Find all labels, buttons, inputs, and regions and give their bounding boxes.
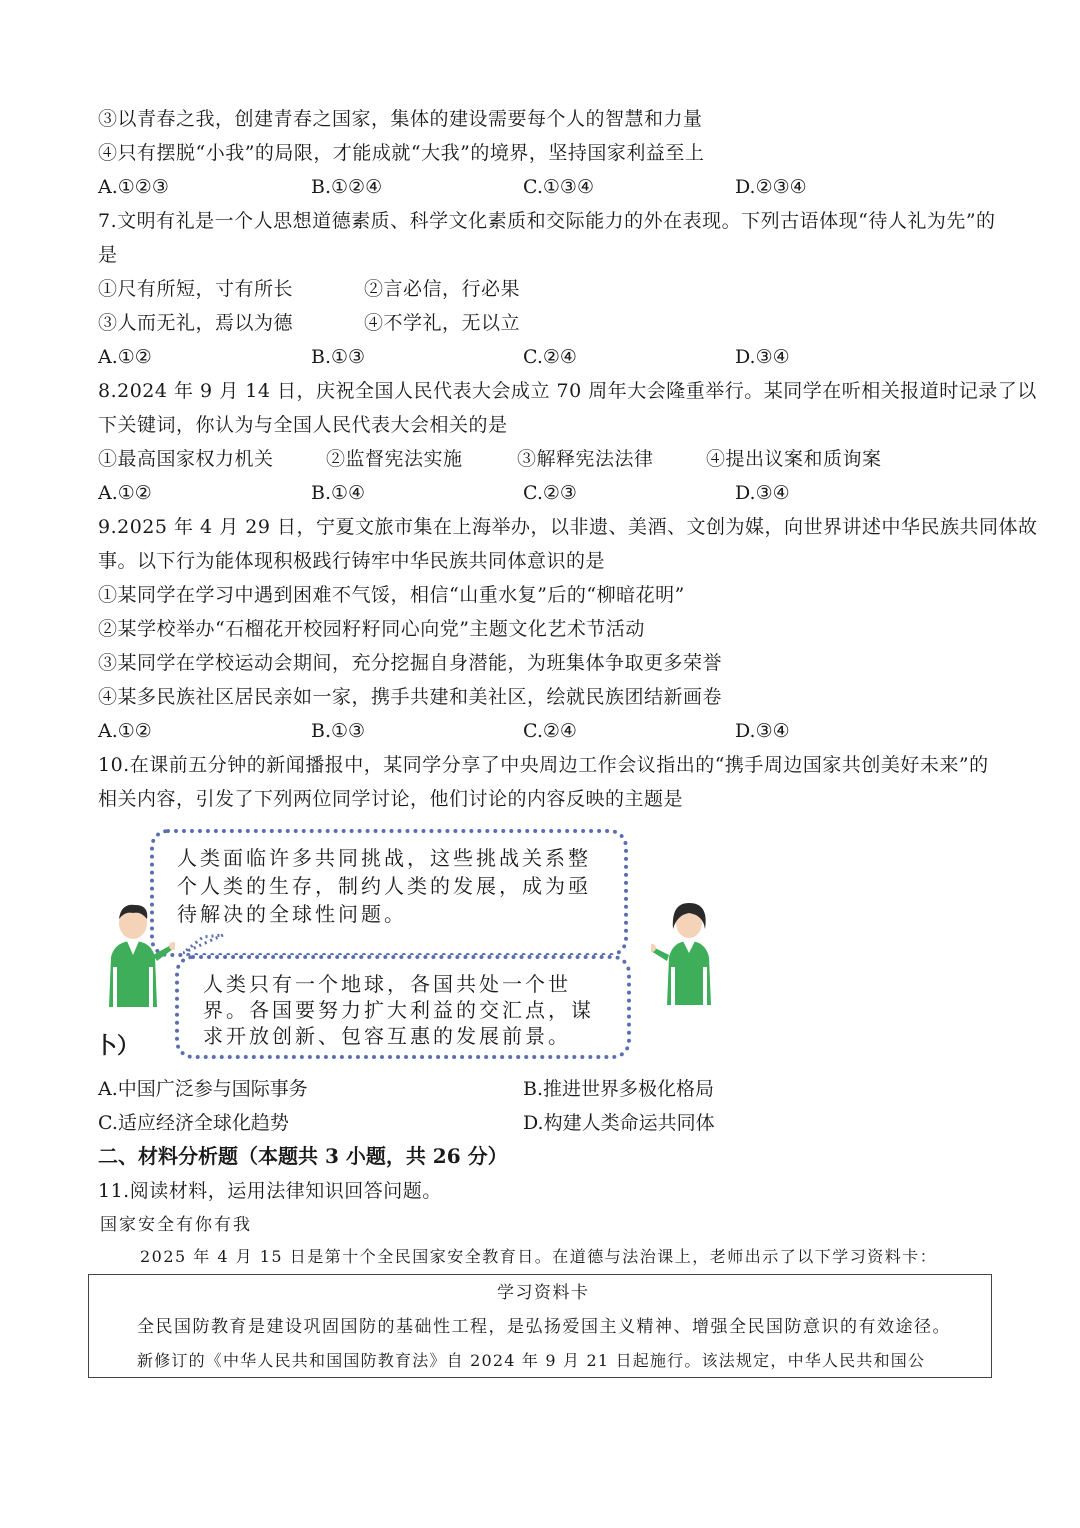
q10-option-a: A.中国广泛参与国际事务 — [98, 1078, 308, 1100]
bubble1-line3: 待解决的全球性问题。 — [177, 902, 407, 926]
q7-option-b: B.①③ — [311, 346, 366, 368]
q9-option-b: B.①③ — [311, 720, 366, 742]
q7-stem-line2: 是 — [98, 244, 118, 266]
q8-item-3: ③解释宪法法律 — [517, 448, 654, 470]
q6-option-c: C.①③④ — [523, 176, 594, 198]
q7-stem-line1: 7.文明有礼是一个人思想道德素质、科学文化素质和交际能力的外在表现。下列古语体现“待人礼为先”的 — [98, 210, 996, 232]
q11-intro: 2025 年 4 月 15 日是第十个全民国家安全教育日。在道德与法治课上，老师出示了以下学习资料卡： — [140, 1247, 938, 1266]
q7-option-d: D.③④ — [735, 346, 790, 368]
q7-item-4: ④不学礼，无以立 — [364, 312, 521, 334]
card-title: 学习资料卡 — [497, 1283, 590, 1303]
q7-item-3: ③人而无礼，焉以为德 — [98, 312, 294, 334]
q6-statement-4: ④只有摆脱“小我”的局限，才能成就“大我”的境界，坚持国家利益至上 — [98, 142, 705, 164]
q6-option-a: A.①②③ — [98, 176, 169, 198]
q8-item-4: ④提出议案和质询案 — [706, 448, 882, 470]
q11-subtitle: 国家安全有你有我 — [100, 1215, 252, 1235]
q9-item-3: ③某同学在学校运动会期间，充分挖掘自身潜能，为班集体争取更多荣誉 — [98, 652, 723, 674]
boy-student-figure — [95, 897, 175, 1007]
q9-stem-line1: 9.2025 年 4 月 29 日，宁夏文旅市集在上海举办，以非遗、美酒、文创为媒，向世界讲述中华民族共同体故 — [98, 516, 1038, 538]
q9-option-c: C.②④ — [523, 720, 577, 742]
q9-item-2: ②某学校举办“石榴花开校园籽籽同心向党”主题文化艺术节活动 — [98, 618, 645, 640]
card-line-2: 新修订的《中华人民共和国国防教育法》自 2024 年 9 月 21 日起施行。该法规定，中华人民共和国公 — [137, 1351, 926, 1370]
q11-stem: 11.阅读材料，运用法律知识回答问题。 — [98, 1180, 442, 1202]
q9-option-a: A.①② — [98, 720, 152, 742]
q9-stem-line2: 事。以下行为能体现积极践行铸牢中华民族共同体意识的是 — [98, 550, 606, 572]
q6-statement-3: ③以青春之我，创建青春之国家，集体的建设需要每个人的智慧和力量 — [98, 108, 703, 130]
q10-stem-line1: 10.在课前五分钟的新闻播报中，某同学分享了中央周边工作会议指出的“携手周边国家共创美好未来”的 — [98, 754, 989, 776]
girl-student-figure — [651, 895, 725, 1005]
study-material-card — [88, 1274, 992, 1378]
bubble1-line2: 个人类的生存，制约人类的发展，成为亟 — [177, 874, 591, 898]
q7-option-a: A.①② — [98, 346, 152, 368]
q8-item-1: ①最高国家权力机关 — [98, 448, 274, 470]
q9-option-d: D.③④ — [735, 720, 790, 742]
q8-item-2: ②监督宪法实施 — [326, 448, 463, 470]
q10-option-c: C.适应经济全球化趋势 — [98, 1112, 289, 1134]
cropped-text-fragment: 卜） — [95, 1033, 140, 1059]
section-2-title: 二、材料分析题（本题共 3 小题，共 26 分） — [98, 1144, 508, 1168]
q8-stem-line1: 8.2024 年 9 月 14 日，庆祝全国人民代表大会成立 70 周年大会隆重举行。某同学在听相关报道时记录了以 — [98, 380, 1037, 402]
q6-option-d: D.②③④ — [735, 176, 807, 198]
q10-option-b: B.推进世界多极化格局 — [523, 1078, 715, 1100]
q8-option-b: B.①④ — [311, 482, 366, 504]
q8-option-c: C.②③ — [523, 482, 577, 504]
q7-option-c: C.②④ — [523, 346, 577, 368]
q8-option-d: D.③④ — [735, 482, 790, 504]
q9-item-4: ④某多民族社区居民亲如一家，携手共建和美社区，绘就民族团结新画卷 — [98, 686, 723, 708]
bubble2-line1: 人类只有一个地球，各国共处一个世 — [203, 972, 571, 996]
bubble2-line2: 界。各国要努力扩大利益的交汇点，谋 — [203, 998, 594, 1022]
q7-item-1: ①尺有所短，寸有所长 — [98, 278, 294, 300]
q8-stem-line2: 下关键词，你认为与全国人民代表大会相关的是 — [98, 414, 508, 436]
q7-item-2: ②言必信，行必果 — [364, 278, 521, 300]
q6-option-b: B.①②④ — [311, 176, 383, 198]
bubble1-line1: 人类面临许多共同挑战，这些挑战关系整 — [177, 846, 591, 870]
card-line-1: 全民国防教育是建设巩固国防的基础性工程，是弘扬爱国主义精神、增强全民国防意识的有效途径。 — [137, 1317, 951, 1337]
q8-option-a: A.①② — [98, 482, 152, 504]
q10-option-d: D.构建人类命运共同体 — [523, 1112, 715, 1134]
q10-stem-line2: 相关内容，引发了下列两位同学讨论，他们讨论的内容反映的主题是 — [98, 788, 684, 810]
discussion-illustration — [95, 825, 725, 1065]
bubble2-line3: 求开放创新、包容互惠的发展前景。 — [203, 1024, 571, 1048]
q9-item-1: ①某同学在学习中遇到困难不气馁，相信“山重水复”后的“柳暗花明” — [98, 584, 685, 606]
